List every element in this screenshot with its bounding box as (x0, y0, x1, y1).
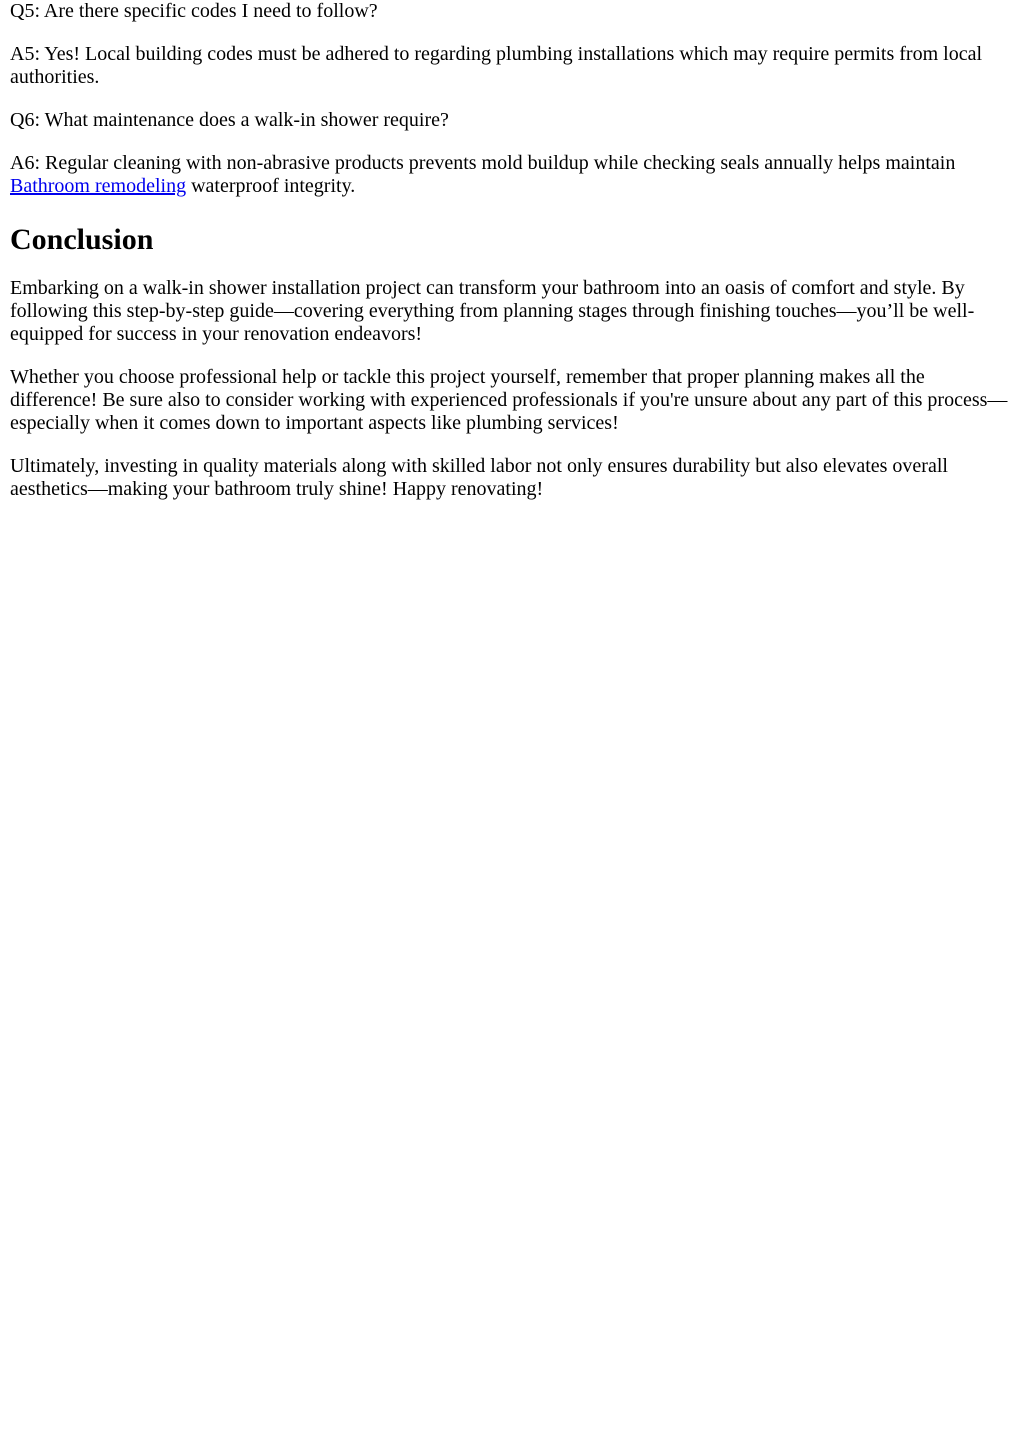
conclusion-paragraph: Ultimately, investing in quality materials along with skilled labor not only ensures durability but also elevates overall aesthetics—making your bathroom truly shine! Happy renovating! (10, 455, 948, 500)
faq-answer-6-text-start: A6: Regular cleaning with non-abrasive products prevents mold buildup while checking seals annually helps maintain (10, 152, 956, 174)
article-content (0, 0, 1024, 501)
faq-answer-6 (10, 152, 1013, 198)
faq-answer-5: A5: Yes! Local building codes must be adhered to regarding plumbing installations which may require permits from local authorities. (10, 43, 983, 88)
faq-answer-6-text-end: waterproof integrity. (186, 175, 356, 197)
bathroom-remodeling-link[interactable]: Bathroom remodeling (10, 175, 187, 197)
faq-question-5: Q5: Are there specific codes I need to follow? (10, 0, 378, 22)
conclusion-paragraph: Embarking on a walk-in shower installation project can transform your bathroom into an oasis of comfort and style. By following this step-by-step guide—covering everything from planning stages through finishing touches—you’ll be well-equipped for success in your renovation endeavors! (10, 277, 975, 345)
conclusion-heading: Conclusion (10, 223, 154, 256)
faq-question-6: Q6: What maintenance does a walk-in shower require? (10, 109, 449, 131)
conclusion-paragraph: Whether you choose professional help or tackle this project yourself, remember that proper planning makes all the difference! Be sure also to consider working with experienced professionals if you're unsure about any part of this process—especially when it comes down to important aspects like plumbing services! (10, 366, 1008, 434)
